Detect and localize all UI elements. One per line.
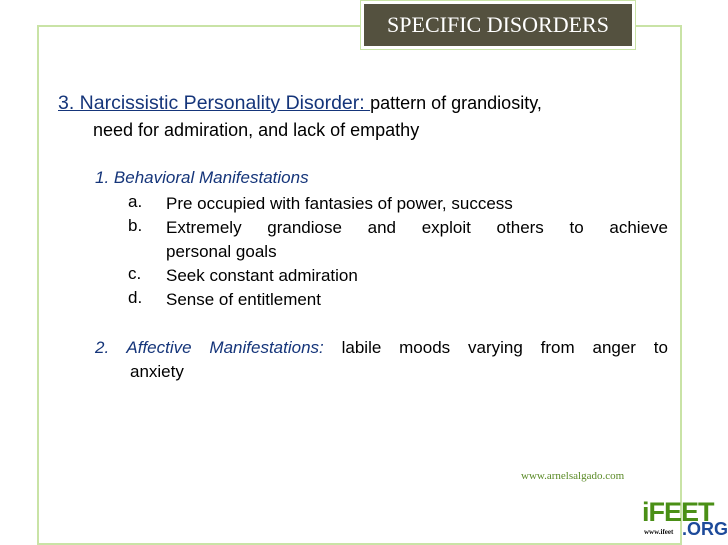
behavioral-title: 1. Behavioral Manifestations bbox=[95, 168, 309, 187]
heading-rest: pattern of grandiosity, bbox=[370, 93, 542, 113]
list-item-text-block bbox=[166, 216, 668, 264]
list-item-text: Seek constant admiration bbox=[166, 266, 358, 285]
list-item-text: personal goals bbox=[166, 242, 277, 261]
heading-main: 3. Narcissistic Personality Disorder: bbox=[58, 92, 371, 114]
affective-line2: anxiety bbox=[130, 362, 184, 381]
logo-main: iFEET bbox=[642, 497, 714, 527]
logo-org: .ORG bbox=[682, 519, 728, 539]
list-item-text: Extremely grandiose and exploit others to achieve bbox=[166, 218, 668, 237]
affective-section bbox=[95, 336, 668, 384]
title-tag bbox=[360, 0, 636, 50]
list-item-label: b. bbox=[128, 216, 143, 235]
list-item-label: a. bbox=[128, 192, 143, 211]
list-item-text: Sense of entitlement bbox=[166, 290, 321, 309]
list-item-label: d. bbox=[128, 288, 143, 307]
heading-line2: need for admiration, and lack of empathy bbox=[93, 120, 420, 140]
logo-small: www.ifeet bbox=[644, 528, 674, 536]
list-item-text: Pre occupied with fantasies of power, success bbox=[166, 194, 513, 213]
heading bbox=[58, 92, 542, 115]
affective-line1 bbox=[95, 336, 668, 360]
affective-text: labile moods varying from anger to bbox=[323, 338, 668, 357]
title-tag-text: SPECIFIC DISORDERS bbox=[364, 4, 632, 46]
ifeet-logo bbox=[642, 497, 728, 539]
list-item-label: c. bbox=[128, 264, 142, 283]
source-url: www.arnelsalgado.com bbox=[521, 470, 625, 482]
affective-title: 2. Affective Manifestations: bbox=[95, 338, 324, 357]
